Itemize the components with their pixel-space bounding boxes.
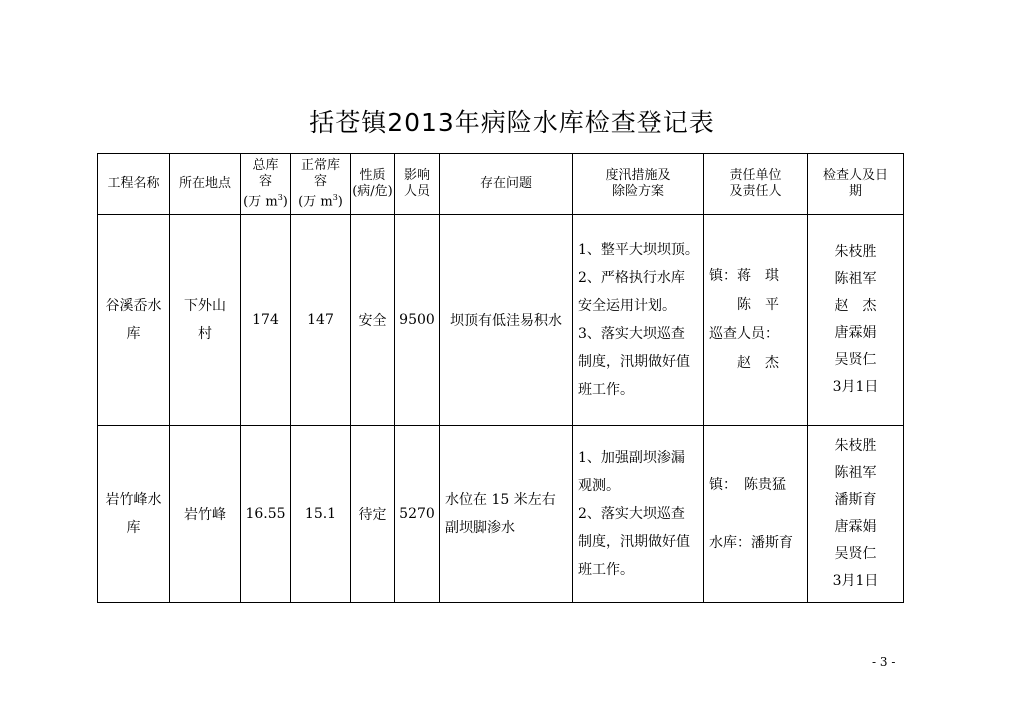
cell-nature: 待定 — [351, 426, 395, 603]
page-number: - 3 - — [872, 655, 896, 669]
header-nature: 性质 (病/危) — [351, 154, 395, 215]
cell-normal-capacity: 147 — [291, 215, 351, 426]
cell-affected: 5270 — [395, 426, 440, 603]
table-row — [98, 426, 904, 603]
header-normal-capacity: 正常库 容 (万 $m^3$) — [291, 154, 351, 215]
header-responsibility: 责任单位 及责任人 — [704, 154, 808, 215]
table-row — [98, 215, 904, 426]
cell-location: 下外山 村 — [170, 215, 241, 426]
cell-location: 岩竹峰 — [170, 426, 241, 603]
header-name: 工程名称 — [98, 154, 170, 215]
cell-problem: 水位在 15 米左右 副坝脚渗水 — [440, 426, 573, 603]
page-title: 括苍镇2013年病险水库检查登记表 — [309, 108, 715, 137]
cell-problem: 坝顶有低洼易积水 — [440, 215, 573, 426]
header-measures: 度汛措施及 除险方案 — [573, 154, 704, 215]
cell-total-capacity: 174 — [241, 215, 291, 426]
cell-inspectors: 朱枝胜 陈祖军 潘斯育 唐霖娟 吴贤仁 3月1日 — [808, 426, 904, 603]
header-affected: 影响 人员 — [395, 154, 440, 215]
cell-responsibility: 镇：蒋 琪 陈 平 巡查人员： 赵 杰 — [704, 215, 808, 426]
header-location: 所在地点 — [170, 154, 241, 215]
cell-nature: 安全 — [351, 215, 395, 426]
header-row — [98, 154, 904, 215]
cell-name: 谷溪岙水 库 — [98, 215, 170, 426]
cell-normal-capacity: 15.1 — [291, 426, 351, 603]
header-problem: 存在问题 — [440, 154, 573, 215]
header-total-capacity: 总库 容 (万 $m^3$) — [241, 154, 291, 215]
cell-name: 岩竹峰水 库 — [98, 426, 170, 603]
cell-inspectors: 朱枝胜 陈祖军 赵 杰 唐霖娟 吴贤仁 3月1日 — [808, 215, 904, 426]
reservoir-register-table — [97, 153, 904, 603]
cell-responsibility: 镇： 陈贵猛 水库：潘斯育 — [704, 426, 808, 603]
cell-total-capacity: 16.55 — [241, 426, 291, 603]
cell-measures: 1、整平大坝坝顶。 2、严格执行水库 安全运用计划。 3、落实大坝巡查 制度，汛期做好值 班工作。 — [573, 215, 704, 426]
header-inspector: 检查人及日 期 — [808, 154, 904, 215]
cell-affected: 9500 — [395, 215, 440, 426]
cell-measures: 1、加强副坝渗漏 观测。 2、落实大坝巡查 制度，汛期做好值 班工作。 — [573, 426, 704, 603]
